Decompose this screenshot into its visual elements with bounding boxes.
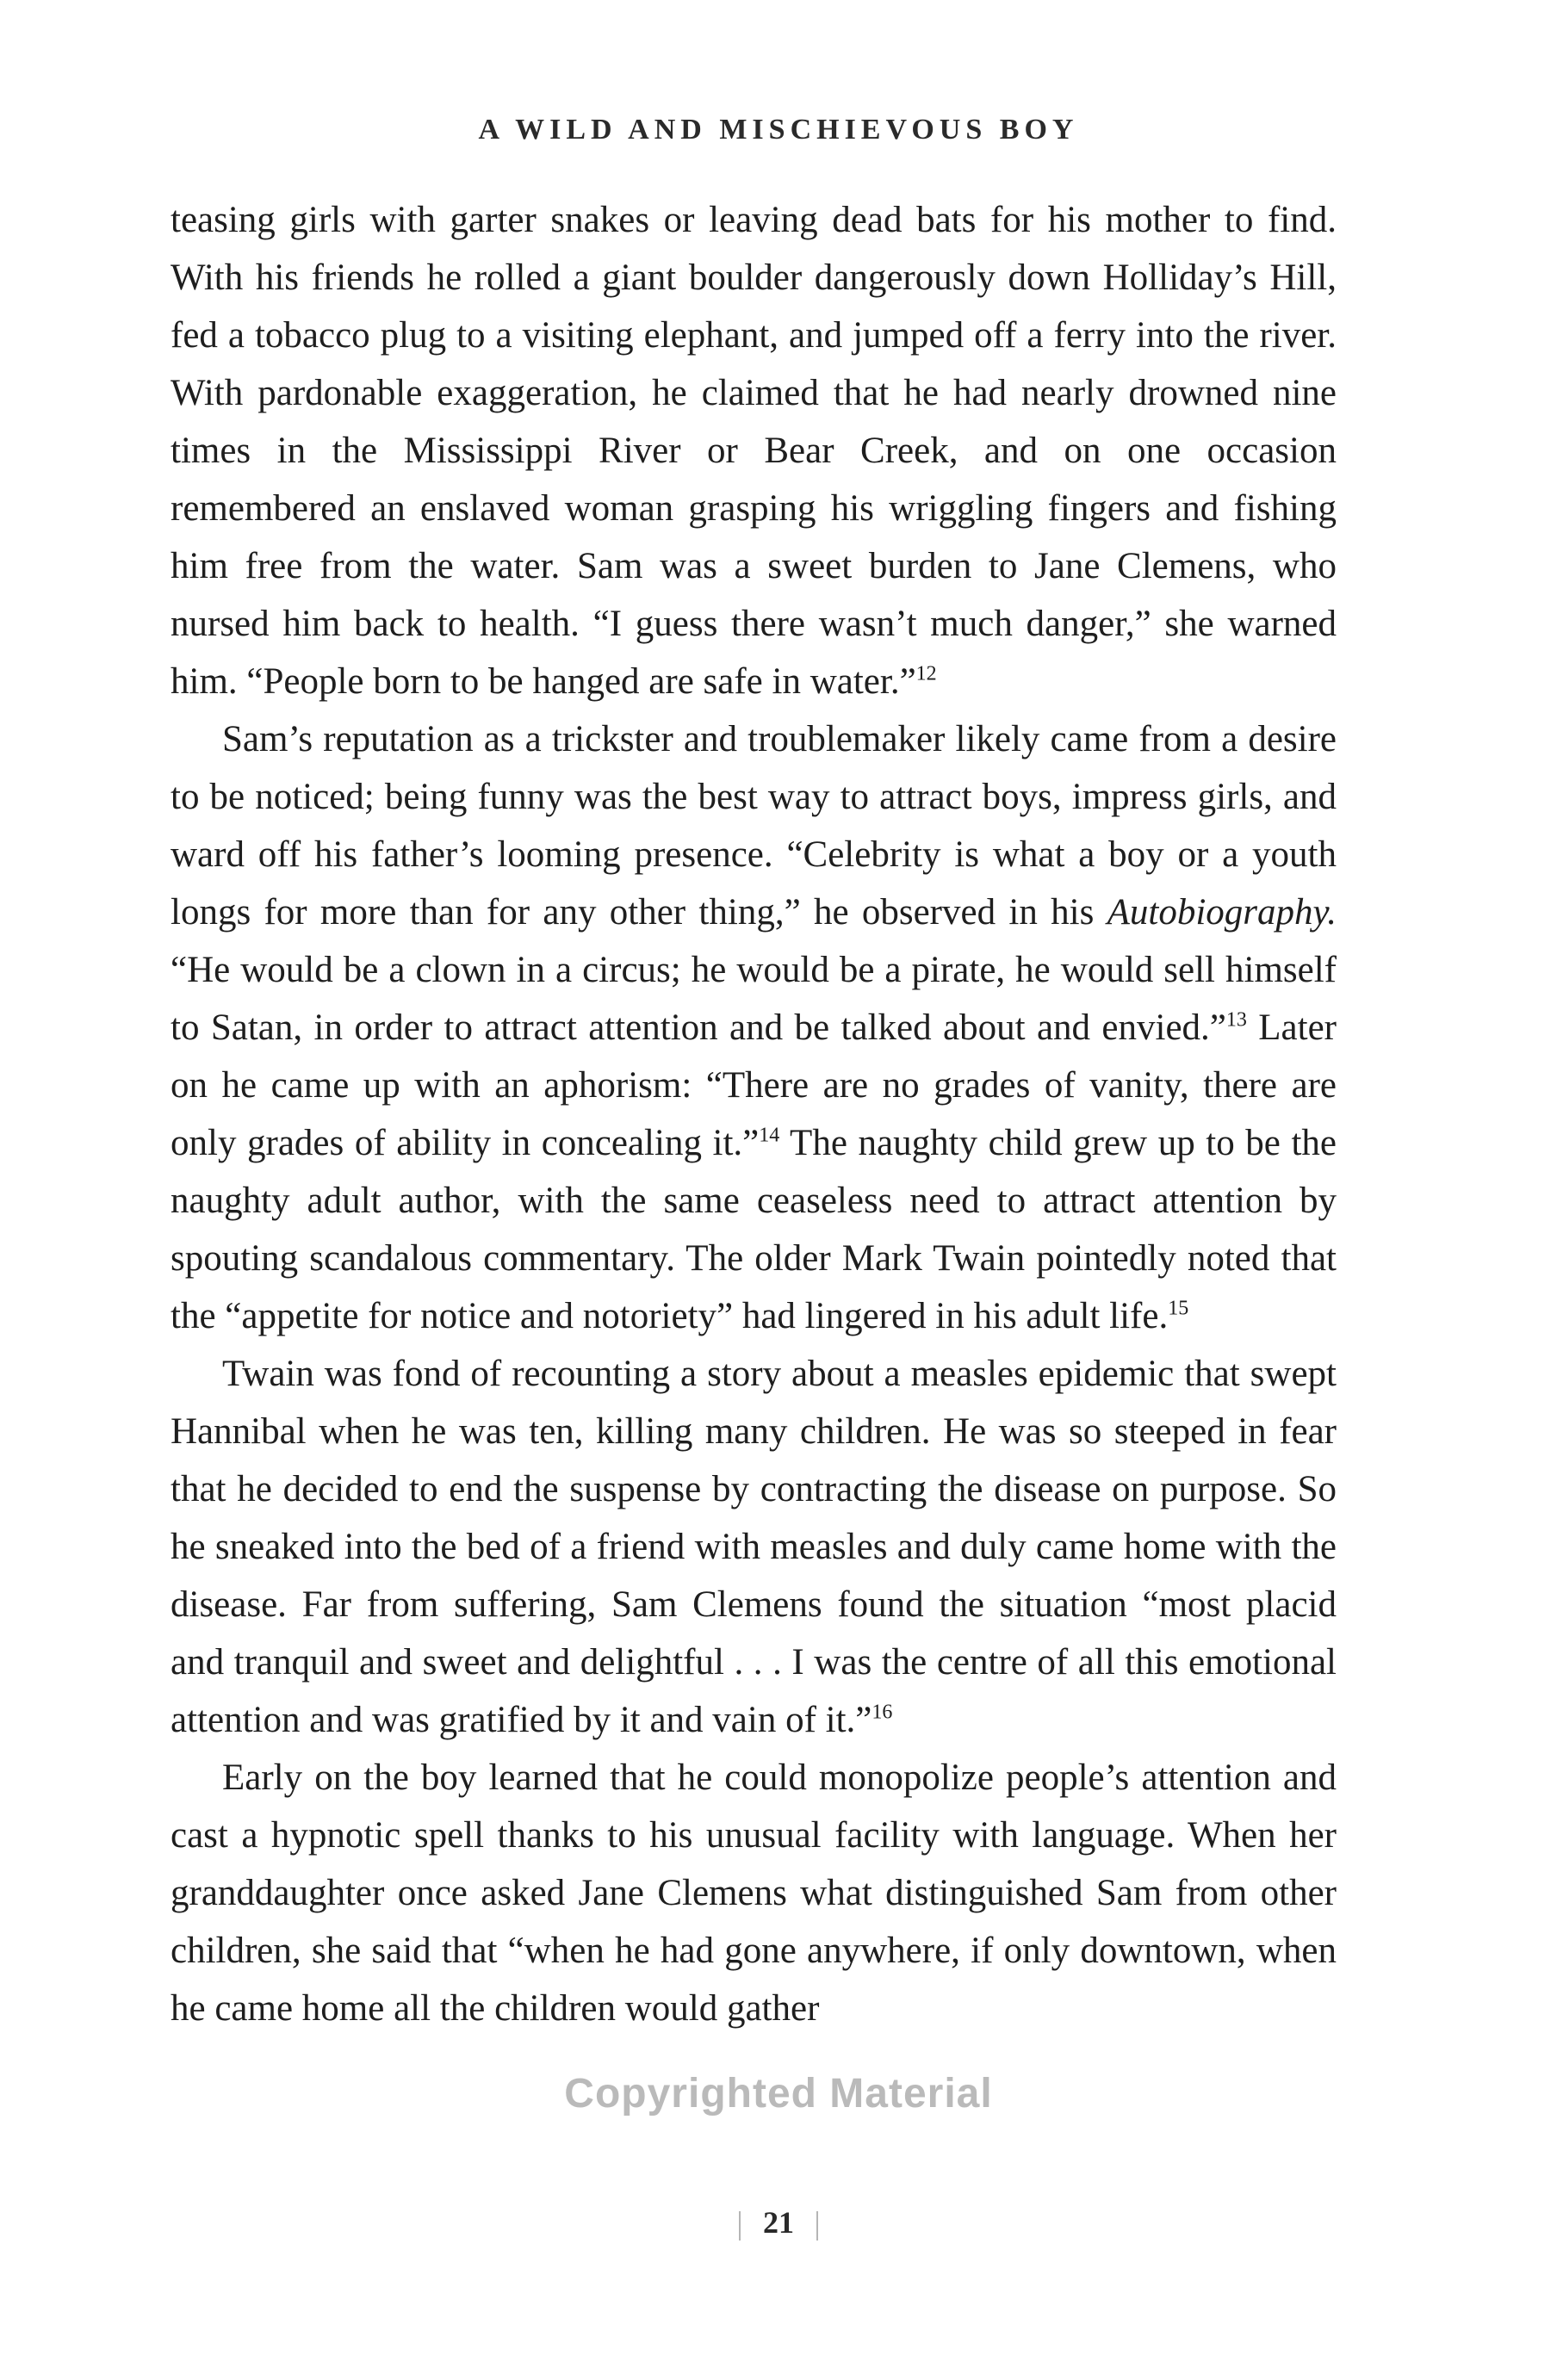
paragraph-2-text-d: The naughty child grew up to be the naughty adult author, with the same ceaseless need to attract attention by spouting scandalous commentary. The older Mark Twain pointedly noted that the “appetite for notice and notoriety” had lingered in his adult life.	[171, 1123, 1337, 1336]
paragraph-2	[171, 710, 1337, 1345]
page-number: 21	[763, 2205, 794, 2240]
paragraph-3	[171, 1345, 1337, 1749]
paragraph-3-text: Twain was fond of recounting a story about a measles epidemic that swept Hannibal when he was ten, killing many children. He was so steeped in fear that he decided to end the suspense by contracting the disease on purpose. So he sneaked into the bed of a friend with measles and duly came home with the disease. Far from suffering, Sam Clemens found the situation “most placid and tranquil and sweet and delightful . . . I was the centre of all this emotional attention and was gratified by it and vain of it.”	[171, 1354, 1337, 1740]
footnote-ref-15[interactable]: 15	[1168, 1297, 1189, 1320]
footnote-ref-13[interactable]: 13	[1225, 1008, 1247, 1032]
footnote-ref-12[interactable]: 12	[915, 662, 937, 685]
running-head: A WILD AND MISCHIEVOUS BOY	[478, 114, 1079, 146]
folio-right-rule	[816, 2211, 818, 2241]
page-folio	[0, 2204, 1557, 2241]
folio-left-rule	[739, 2211, 741, 2241]
paragraph-4	[171, 1749, 1337, 2037]
paragraph-4-text: Early on the boy learned that he could monopolize people’s attention and cast a hypnotic spell thanks to his unusual facility with language. When her granddaughter once asked Jane Clemens what distinguished Sam from other children, she said that “when he had gone anywhere, if only downtown, when he came home all the children would gather	[171, 1757, 1337, 2029]
paragraph-1	[171, 191, 1337, 710]
book-title-autobiography: Autobiography.	[1107, 892, 1337, 933]
footnote-ref-16[interactable]: 16	[872, 1701, 893, 1724]
body-text	[171, 191, 1337, 2037]
paragraph-2-text-a: Sam’s reputation as a trickster and troublemaker likely came from a desire to be noticed; being funny was the best way to attract boys, impress girls, and ward off his father’s looming presence. “Celebrity is what a boy or a youth longs for more than for any other thing,” he observed in his	[171, 719, 1337, 933]
paragraph-2-text-b: “He would be a clown in a circus; he would be a pirate, he would sell himself to Satan, in order to attract attention and be talked about and envied.”	[171, 950, 1337, 1048]
paragraph-1-text: teasing girls with garter snakes or leaving dead bats for his mother to find. With his friends he rolled a giant boulder dangerously down Holliday’s Hill, fed a tobacco plug to a visiting elephant, and jumped off a ferry into the river. With pardonable exaggeration, he claimed that he had nearly drowned nine times in the Mississippi River or Bear Creek, and on one occasion remembered an enslaved woman grasping his wriggling fingers and fishing him free from the water. Sam was a sweet burden to Jane Clemens, who nursed him back to health. “I guess there wasn’t much danger,” she warned him. “People born to be hanged are safe in water.”	[171, 200, 1337, 702]
footnote-ref-14[interactable]: 14	[759, 1124, 780, 1147]
paragraph-2-text-c: Later on he came up with an aphorism: “There are no grades of vanity, there are only grades of ability in concealing it.”	[171, 1007, 1337, 1163]
copyright-watermark: Copyrighted Material	[564, 2071, 993, 2117]
